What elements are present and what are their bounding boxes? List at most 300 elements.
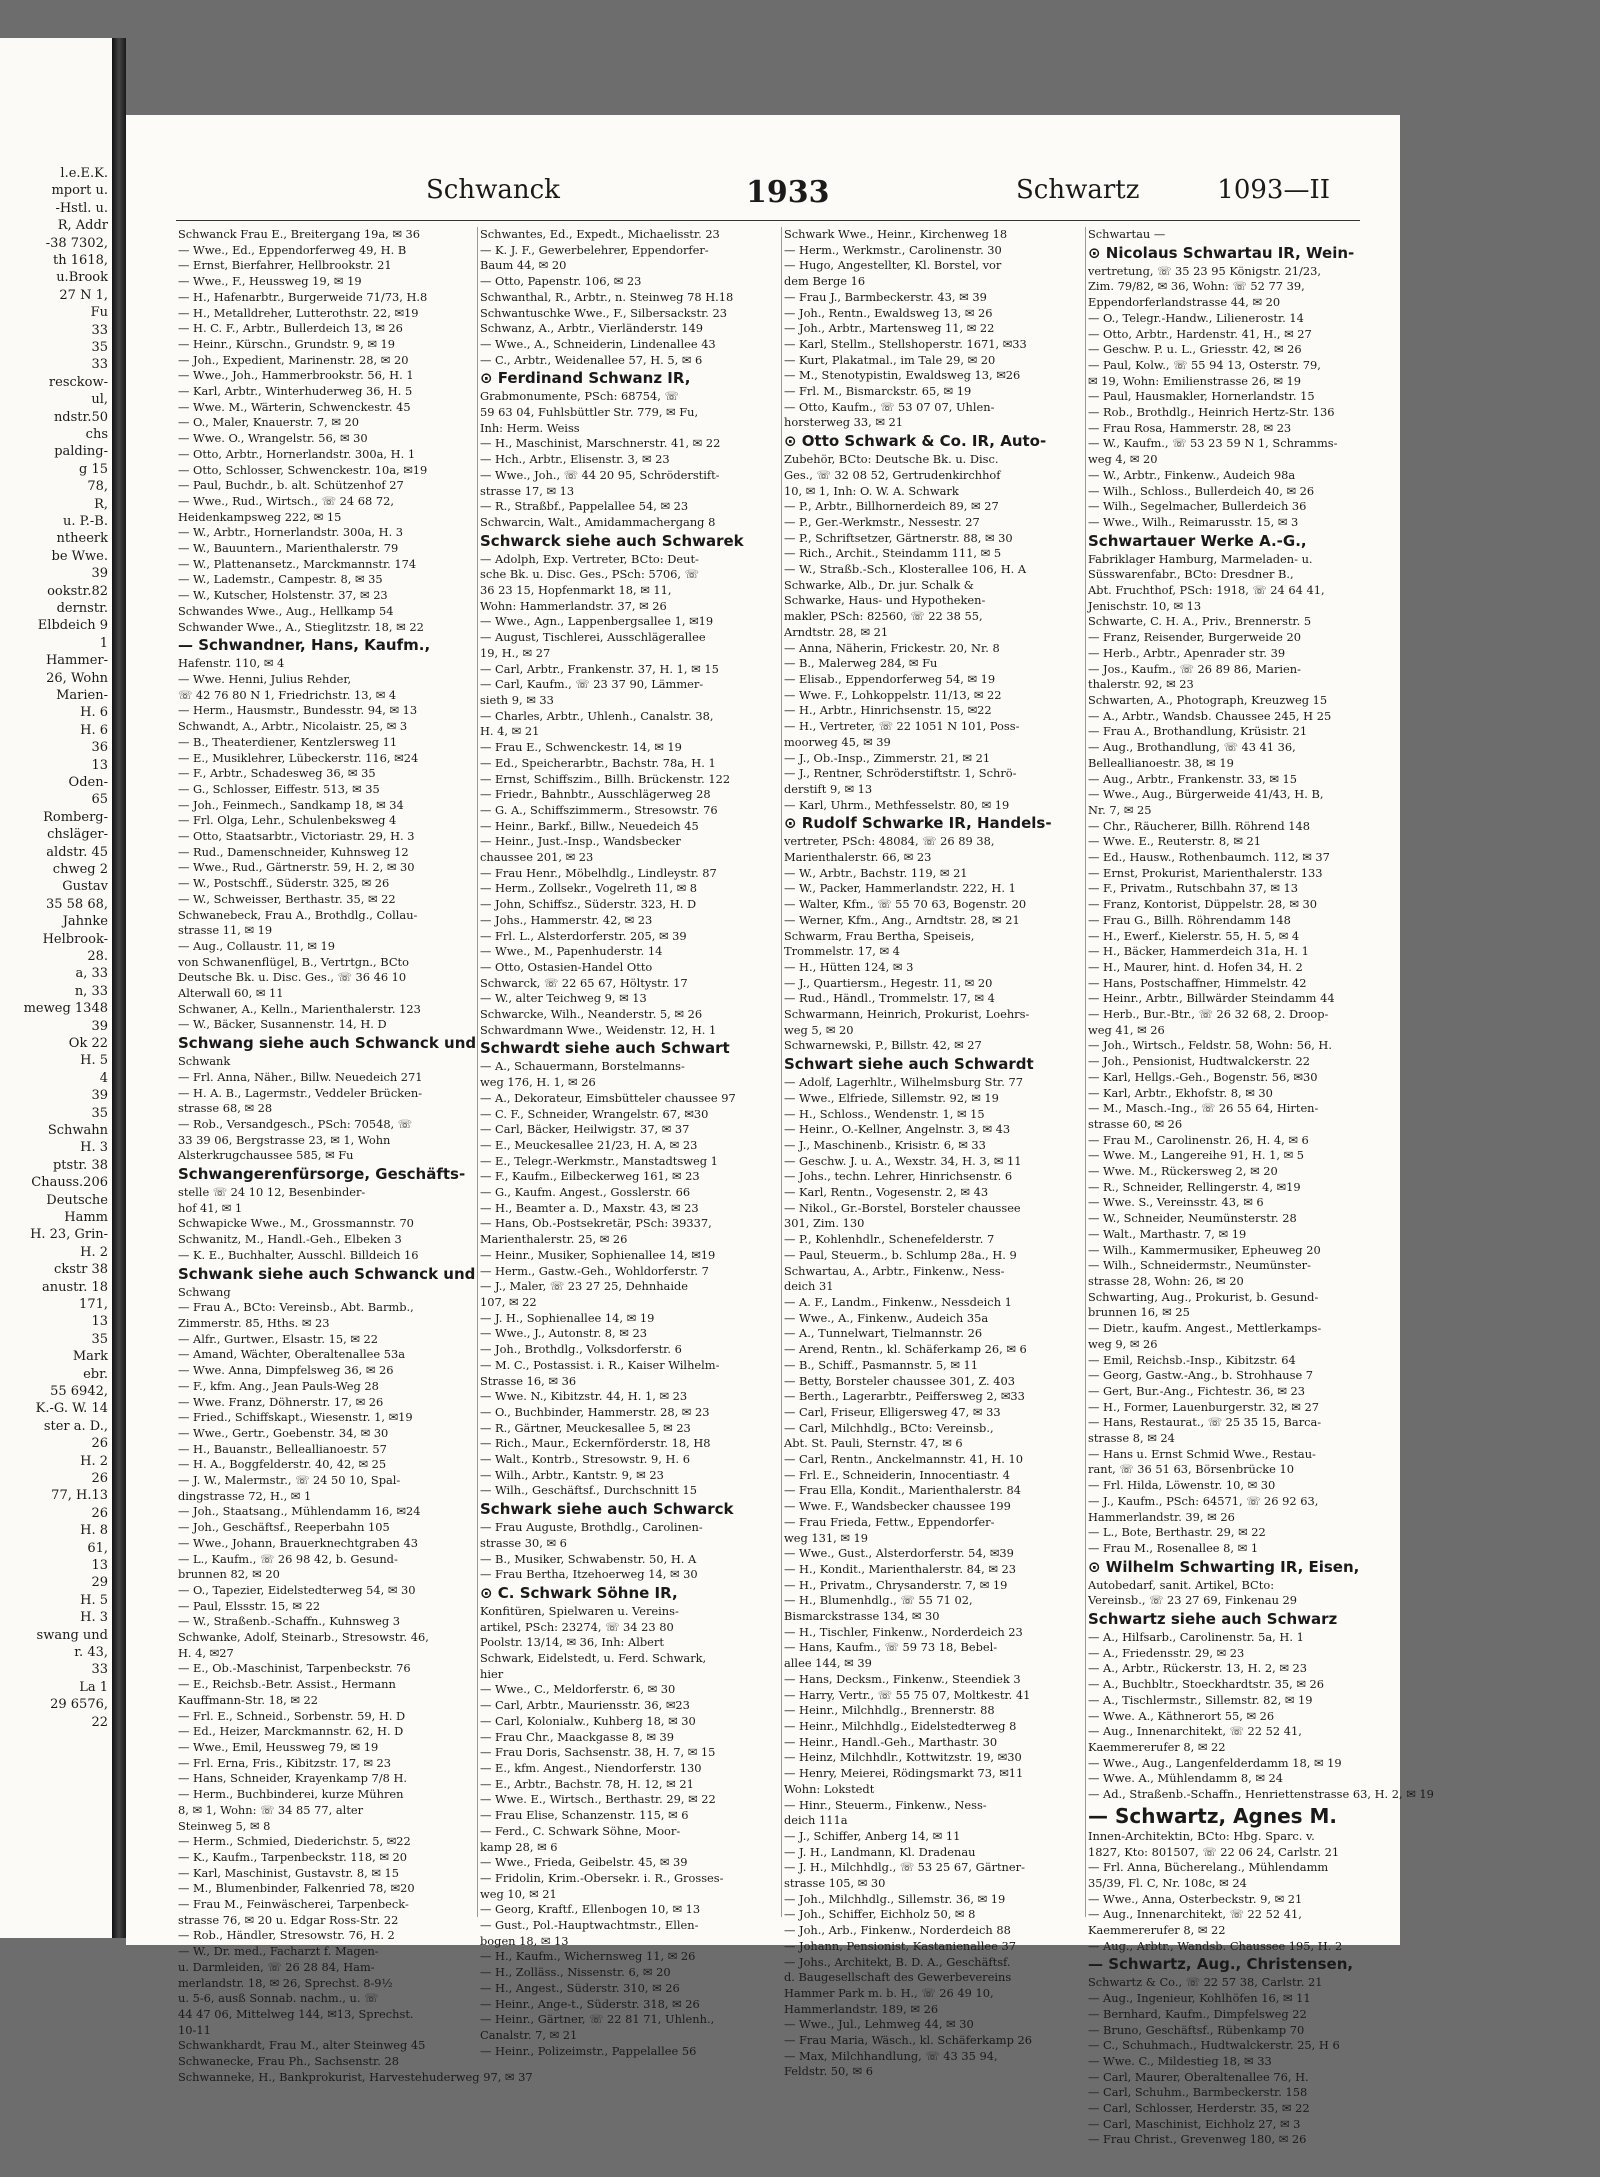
directory-entry: — Hans u. Ernst Schmid Wwe., Restau-	[1088, 1446, 1316, 1461]
spine-text-fragment: ckstr 38	[54, 1262, 108, 1278]
directory-entry: — W., Dr. med., Facharzt f. Magen-	[178, 1944, 379, 1959]
directory-entry: — Wwe., J., Autonstr. 8, ✉ 23	[480, 1326, 647, 1341]
directory-entry: — Aug., Arbtr., Wandsb. Chaussee 195, H. 2	[1088, 1938, 1343, 1953]
directory-entry: — Frau J., Barmbeckerstr. 43, ✉ 39	[784, 289, 987, 304]
directory-entry: — W., Schweisser, Berthastr. 35, ✉ 22	[178, 891, 396, 906]
directory-entry: Bismarckstrasse 134, ✉ 30	[784, 1609, 940, 1624]
directory-entry: ✉ 19, Wohn: Emilienstrasse 26, ✉ 19	[1088, 373, 1302, 388]
directory-entry: 8, ✉ 1, Wohn: ☏ 34 85 77, alter	[178, 1802, 364, 1817]
directory-entry: hof 41, ✉ 1	[178, 1200, 243, 1215]
directory-entry: — K. E., Buchhalter, Ausschl. Billdeich 16	[178, 1247, 419, 1262]
directory-entry: — Aug., Arbtr., Frankenstr. 33, ✉ 15	[1088, 771, 1298, 786]
directory-entry: — Wwe., Jul., Lehmweg 44, ✉ 30	[784, 2017, 974, 2032]
directory-entry: — Frau M., Feinwäscherei, Tarpenbeck-	[178, 1897, 409, 1912]
directory-entry: — A. F., Landm., Finkenw., Nessdeich 1	[784, 1295, 1012, 1309]
directory-entry: Schwarting, Aug., Prokurist, b. Gesund-	[1088, 1289, 1319, 1304]
directory-entry: Poolstr. 13/14, ✉ 36, Inh: Albert	[480, 1635, 664, 1650]
spine-text-fragment: 39	[91, 1018, 108, 1034]
directory-entry: — Geschw. P. u. L., Griesstr. 42, ✉ 26	[1088, 342, 1302, 357]
spine-text-fragment: Fu	[90, 305, 108, 321]
directory-entry: — Frau Frieda, Fettw., Eppendorfer-	[784, 1514, 995, 1529]
directory-entry: — Joh., Arbtr., Martensweg 11, ✉ 22	[784, 321, 995, 336]
directory-entry: Schwandt, A., Arbtr., Nicolaistr. 25, ✉ 3	[178, 719, 408, 734]
directory-entry: — Wilh., Segelmacher, Bullerdeich 36	[1088, 499, 1307, 514]
directory-entry: — Otto, Staatsarbtr., Victoriastr. 29, H. 3	[178, 829, 415, 844]
directory-entry: — Wwe., Gertr., Goebenstr. 34, ✉ 30	[178, 1425, 389, 1440]
directory-entry: — Frau E., Schwenckestr. 14, ✉ 19	[480, 740, 682, 755]
directory-entry: — Carl, Arbtr., Frankenstr. 37, H. 1, ✉ 15	[480, 661, 719, 676]
directory-entry: — W., Bauuntern., Marienthalerstr. 79	[178, 541, 399, 556]
spine-text-fragment: H. 5	[80, 1053, 108, 1069]
directory-entry: — E., Musiklehrer, Lübeckerstr. 116, ✉24	[178, 750, 419, 765]
spine-text-fragment: swang und	[36, 1627, 108, 1643]
directory-entry: — Aug., Ingenieur, Kohlhöfen 16, ✉ 11	[1088, 1991, 1311, 2006]
spine-text-fragment: g 15	[79, 461, 108, 477]
directory-entry: Strasse 16, ✉ 36	[480, 1373, 577, 1388]
directory-entry: — Wwe. E., Reuterstr. 8, ✉ 21	[1088, 834, 1262, 849]
directory-entry: — Wwe., Aug., Langenfelderdamm 18, ✉ 19	[1088, 1755, 1342, 1770]
spine-text-fragment: Elbdeich 9	[37, 618, 108, 634]
directory-entry: — Frau G., Billh. Röhrendamm 148	[1088, 912, 1291, 927]
column-divider	[781, 227, 782, 1917]
directory-entry: rant, ☏ 36 51 63, Börsenbrücke 10	[1088, 1462, 1295, 1477]
spine-text-fragment: H. 2	[80, 1244, 108, 1260]
directory-entry: — M. C., Postassist. i. R., Kaiser Wilhelm-	[480, 1357, 720, 1372]
directory-entry: Schwanke, Adolf, Steinarb., Stresowstr. 46,	[178, 1630, 429, 1645]
spine-text-fragment: 171,	[79, 1297, 108, 1312]
directory-entry: — Joh., Feinmech., Sandkamp 18, ✉ 34	[178, 797, 404, 812]
directory-entry: — Ed., Speicherarbtr., Bachstr. 78a, H. 1	[480, 755, 716, 770]
spine-text-fragment: 4	[99, 1070, 108, 1086]
spine-text-fragment: R, Addr	[57, 218, 108, 234]
directory-entry: — H. A. B., Lagermstr., Veddeler Brücken-	[178, 1085, 423, 1100]
directory-entry: — Wilh., Geschäftsf., Durchschnitt 15	[480, 1483, 697, 1498]
directory-entry: — Carl, Milchhdlg., BCto: Vereinsb.,	[784, 1420, 994, 1435]
spine-text-fragment: 35 58 68,	[45, 896, 108, 912]
directory-entry: — Frau Bertha, Itzehoerweg 14, ✉ 30	[480, 1567, 698, 1582]
directory-entry: — E., Telegr.-Werkmstr., Manstadtsweg 1	[480, 1153, 718, 1168]
spine-text-fragment: 28.	[87, 949, 108, 964]
directory-entry: — M., Stenotypistin, Ewaldsweg 13, ✉26	[784, 368, 1021, 383]
directory-entry: — H., Zolläss., Nissenstr. 6, ✉ 20	[480, 1965, 671, 1980]
directory-entry: — Wwe. M., Rückersweg 2, ✉ 20	[1088, 1164, 1278, 1179]
spine-text-fragment: H. 8	[80, 1523, 108, 1539]
column-divider	[1085, 227, 1086, 1917]
directory-entry: strasse 60, ✉ 26	[1088, 1116, 1183, 1131]
directory-entry: Inh: Herm. Weiss	[480, 420, 580, 435]
directory-entry: — O., Buchbinder, Hammerstr. 28, ✉ 23	[480, 1404, 710, 1419]
directory-entry: — Geschw. J. u. A., Wexstr. 34, H. 3, ✉ 11	[784, 1153, 1022, 1168]
directory-entry: — Karl, Arbtr., Winterhuderweg 36, H. 5	[178, 384, 413, 399]
directory-entry: chaussee 201, ✉ 23	[480, 850, 594, 865]
spine-text-fragment: Hamm	[64, 1210, 108, 1225]
directory-entry: — Frl. Olga, Lehr., Schulenbeksweg 4	[178, 813, 397, 828]
directory-entry: artikel, PSch: 23274, ☏ 34 23 80	[480, 1619, 674, 1634]
directory-entry: Steinweg 5, ✉ 8	[178, 1818, 271, 1833]
directory-entry: — W., Schneider, Neumünsterstr. 28	[1088, 1211, 1297, 1226]
directory-entry: Schwanthal, R., Arbtr., n. Steinweg 78 H.18	[480, 289, 734, 304]
directory-entry: — W., Plattenansetz., Marckmannstr. 174	[178, 556, 417, 571]
directory-entry: — Berth., Lagerarbtr., Peiffersweg 2, ✉33	[784, 1389, 1025, 1404]
directory-entry: — A., Dekorateur, Eimsbütteler chaussee 97	[480, 1090, 736, 1105]
directory-entry: — M., Blumenbinder, Falkenried 78, ✉20	[178, 1881, 415, 1896]
directory-entry: Schwarte, C. H. A., Priv., Brennerstr. 5	[1088, 614, 1312, 629]
directory-entry: — Frau Doris, Sachsenstr. 38, H. 7, ✉ 15	[480, 1745, 716, 1760]
directory-entry: — Wwe. Henni, Julius Rehder,	[178, 671, 352, 686]
directory-entry: — Franz, Kontorist, Düppelstr. 28, ✉ 30	[1088, 897, 1318, 912]
directory-entry: — J. H., Milchhdlg., ☏ 53 25 67, Gärtner-	[784, 1860, 1025, 1875]
directory-entry: — Frl. E., Schneid., Sorbenstr. 59, H. D	[178, 1708, 406, 1723]
directory-entry: strasse 76, ✉ 20 u. Edgar Ross-Str. 22	[178, 1912, 399, 1927]
directory-entry: — Ferd., C. Schwark Söhne, Moor-	[480, 1823, 681, 1838]
directory-entry: — H., Hafenarbtr., Burgerweide 71/73, H.8	[178, 289, 428, 304]
directory-entry: weg 9, ✉ 26	[1088, 1336, 1158, 1351]
header-rule	[176, 220, 1360, 221]
spine-text-fragment: dernstr.	[56, 601, 108, 616]
directory-entry: — H., Blumenhdlg., ☏ 55 71 02,	[784, 1593, 973, 1608]
directory-entry: stelle ☏ 24 10 12, Besenbinder-	[178, 1185, 366, 1200]
directory-entry: Schwantuschke Wwe., F., Silbersackstr. 23	[480, 305, 728, 320]
directory-entry: — Hinr., Steuerm., Finkenw., Ness-	[784, 1797, 987, 1812]
directory-entry: — Betty, Borsteler chaussee 301, Z. 403	[784, 1373, 1016, 1388]
spine-text-fragment: th 1618,	[53, 253, 108, 268]
directory-entry: Schwartz & Co., ☏ 22 57 38, Carlstr. 21	[1088, 1975, 1323, 1990]
directory-entry: strasse 8, ✉ 24	[1088, 1431, 1175, 1446]
directory-entry: 107, ✉ 22	[480, 1295, 537, 1309]
directory-entry: Schwartau —	[1088, 227, 1166, 241]
directory-entry: — Nikol., Gr.-Borstel, Borsteler chaussee	[784, 1200, 1021, 1215]
directory-entry: — P., Arbtr., Billhornerdeich 89, ✉ 27	[784, 499, 999, 514]
directory-entry: — Heinr., O.-Kellner, Angelnstr. 3, ✉ 43	[784, 1122, 1011, 1137]
directory-entry: strasse 68, ✉ 28	[178, 1101, 273, 1116]
directory-entry: — C., Schuhmach., Hudtwalckerstr. 25, H 6	[1088, 2038, 1340, 2053]
directory-entry: — Frau Chr., Maackgasse 8, ✉ 39	[480, 1729, 675, 1744]
directory-entry: Feldstr. 50, ✉ 6	[784, 2064, 873, 2079]
directory-entry: Schwartauer Werke A.-G.,	[1088, 531, 1307, 550]
spine-text-fragment: mport u.	[51, 183, 108, 199]
directory-entry: — Joh., Expedient, Marinenstr. 28, ✉ 20	[178, 352, 409, 367]
directory-entry: — Heinr., Milchhdlg., Brennerstr. 88	[784, 1703, 995, 1718]
directory-entry: — Ed., Heizer, Marckmannstr. 62, H. D	[178, 1724, 404, 1739]
directory-entry: Schwart siehe auch Schwardt	[784, 1055, 1034, 1074]
directory-entry: — Aug., Innenarchitekt, ☏ 22 52 41,	[1088, 1907, 1302, 1922]
directory-entry: — Wwe. A., Mühlendamm 8, ✉ 24	[1088, 1771, 1284, 1786]
directory-entry: — Wilh., Schneidermstr., Neumünster-	[1088, 1258, 1311, 1273]
column-divider	[477, 227, 478, 1917]
directory-entry: Schwanitz, M., Handl.-Geh., Elbeken 3	[178, 1232, 402, 1247]
directory-entry: — R., Schneider, Rellingerstr. 4, ✉19	[1088, 1179, 1301, 1194]
spine-text-fragment: Gustav	[62, 879, 108, 895]
directory-entry: — W., alter Teichweg 9, ✉ 13	[480, 991, 647, 1006]
spine-text-fragment: 61,	[87, 1540, 108, 1556]
directory-entry: — Franz, Reisender, Burgerweide 20	[1088, 630, 1301, 645]
directory-entry: Hammerlandstr. 189, ✉ 26	[784, 2001, 939, 2016]
page-header	[126, 175, 1400, 215]
directory-entry: — Frl. Anna, Näher., Billw. Neuedeich 271	[178, 1069, 423, 1084]
directory-entry: — H. C. F., Arbtr., Bullerdeich 13, ✉ 26	[178, 321, 403, 336]
directory-entry: Deutsche Bk. u. Disc. Ges., ☏ 36 46 10	[178, 970, 407, 985]
directory-entry: Kaemmererufer 8, ✉ 22	[1088, 1739, 1226, 1754]
directory-entry: u. 5-6, ausß Sonnab. nachm., u. ☏	[178, 1991, 379, 2006]
spine-text-fragment: u.Brook	[56, 270, 108, 286]
directory-entry: — Friedr., Bahnbtr., Ausschlägerweg 28	[480, 787, 711, 802]
spine-text-fragment: a, 33	[75, 966, 108, 982]
directory-entry: — Harry, Vertr., ☏ 55 75 07, Moltkestr. 41	[784, 1687, 1031, 1702]
directory-entry: — Aug., Brothandlung, ☏ 43 41 36,	[1088, 740, 1296, 755]
spine-text-fragment: R,	[94, 496, 108, 512]
directory-entry: vertretung, ☏ 35 23 95 Königstr. 21/23,	[1088, 263, 1322, 278]
directory-entry: — Heinr., Ange-t., Süderstr. 318, ✉ 26	[480, 1996, 700, 2011]
directory-entry: — Otto, Schlosser, Schwenckestr. 10a, ✉19	[178, 462, 428, 477]
directory-entry: — Wwe., Agn., Lappenbergsallee 1, ✉19	[480, 614, 714, 629]
directory-entry: — Georg, Kraftf., Ellenbogen 10, ✉ 13	[480, 1902, 701, 1917]
directory-entry: weg 41, ✉ 26	[1088, 1022, 1165, 1037]
directory-entry: Schwarck siehe auch Schwarek	[480, 531, 744, 550]
spine-text-fragment: 13	[91, 1558, 108, 1573]
directory-entry: — W., Postschff., Süderstr. 325, ✉ 26	[178, 876, 390, 891]
column-3	[784, 227, 1082, 2079]
directory-entry: — Rob., Brothdlg., Heinrich Hertz-Str. 136	[1088, 405, 1335, 420]
spine-text-fragment: chs	[85, 427, 108, 442]
spine-text-fragment: anustr. 18	[42, 1279, 108, 1295]
directory-entry: Schwanneke, H., Bankprokurist, Harvestehuderweg 97, ✉ 37	[178, 2069, 533, 2084]
directory-entry: — Aug., Collaustr. 11, ✉ 19	[178, 938, 335, 953]
directory-entry: — Otto, Kaufm., ☏ 53 07 07, Uhlen-	[784, 399, 995, 414]
directory-entry: — F., Privatm., Rutschbahn 37, ✉ 13	[1088, 881, 1299, 896]
directory-entry: — Frl. E., Schneiderin, Innocentiastr. 4	[784, 1467, 1010, 1482]
spine-text-fragment: be Wwe.	[51, 548, 108, 564]
directory-entry: — Gert, Bur.-Ang., Fichtestr. 36, ✉ 23	[1088, 1383, 1306, 1398]
directory-entry: — H., Beamter a. D., Maxstr. 43, ✉ 23	[480, 1200, 699, 1215]
directory-entry: — Karl, Maschinist, Gustavstr. 8, ✉ 15	[178, 1865, 400, 1880]
directory-entry: — H., Ewerf., Kielerstr. 55, H. 5, ✉ 4	[1088, 928, 1300, 943]
adjacent-page-spine	[0, 38, 112, 1938]
directory-entry: — John, Schiffsz., Süderstr. 323, H. D	[480, 897, 697, 912]
directory-entry: von Schwanenflügel, B., Vertrtgn., BCto	[178, 954, 409, 969]
directory-entry: — Paul, Elssstr. 15, ✉ 22	[178, 1598, 321, 1613]
directory-entry: — P., Ger.-Werkmstr., Nessestr. 27	[784, 514, 980, 529]
directory-entry: — Wwe. S., Vereinsstr. 43, ✉ 6	[1088, 1195, 1264, 1210]
spine-text-fragment: Schwahn	[47, 1123, 108, 1138]
directory-entry: — W., Kaufm., ☏ 53 23 59 N 1, Schramms-	[1088, 436, 1338, 451]
spine-text-fragment: 36	[91, 740, 108, 756]
header-right-word: Schwartz	[1016, 175, 1140, 205]
spine-text-fragment: 22	[91, 1714, 108, 1730]
directory-entry: strasse 11, ✉ 19	[178, 923, 273, 938]
directory-entry: — Joh., Brothdlg., Volksdorferstr. 6	[480, 1342, 682, 1357]
directory-entry: 33 39 06, Bergstrasse 23, ✉ 1, Wohn	[178, 1132, 391, 1147]
directory-entry: sche Bk. u. Disc. Ges., PSch: 5706, ☏	[480, 567, 699, 582]
directory-entry: — K. J. F., Gewerbelehrer, Eppendorfer-	[480, 242, 709, 257]
directory-entry: Schwark, Eidelstedt, u. Ferd. Schwark,	[480, 1651, 707, 1666]
directory-entry: strasse 30, ✉ 6	[480, 1535, 567, 1550]
spine-text-fragment: -38 7302,	[45, 235, 108, 251]
directory-entry: vertreter, PSch: 48084, ☏ 26 89 38,	[784, 834, 995, 849]
directory-entry: ⊙ Otto Schwark & Co. IR, Auto-	[784, 432, 1047, 451]
directory-entry: — Frl. Anna, Bücherelang., Mühlendamm	[1088, 1860, 1329, 1875]
directory-entry: — Wwe. O., Wrangelstr. 56, ✉ 30	[178, 431, 368, 446]
directory-entry: Schwarmann, Heinrich, Prokurist, Loehrs-	[784, 1007, 1030, 1022]
directory-entry: Hammer Park m. b. H., ☏ 26 49 10,	[784, 1985, 994, 2000]
directory-entry: — Johann, Pensionist, Kastanienallee 37	[784, 1938, 1016, 1953]
directory-entry: — B., Musiker, Schwabenstr. 50, H. A	[480, 1551, 697, 1566]
directory-entry: — Joh., Wirtsch., Feldstr. 58, Wohn: 56, H.	[1088, 1038, 1332, 1053]
directory-entry: — W., Arbtr., Bachstr. 119, ✉ 21	[784, 865, 968, 880]
spine-text-fragment: 13	[91, 1314, 108, 1330]
directory-entry: — H., Maurer, hint. d. Hofen 34, H. 2	[1088, 959, 1303, 974]
directory-entry: Abt. St. Pauli, Sternstr. 47, ✉ 6	[784, 1436, 963, 1451]
directory-entry: hier	[480, 1666, 504, 1681]
directory-entry: Schwandes Wwe., Aug., Hellkamp 54	[178, 603, 394, 618]
directory-entry: — Herb., Bur.-Btr., ☏ 26 32 68, 2. Droop-	[1088, 1007, 1329, 1022]
directory-entry: Schwardmann Wwe., Weidenstr. 12, H. 1	[480, 1022, 717, 1037]
directory-entry: — Wwe., Aug., Bürgerweide 41/43, H. B,	[1088, 787, 1324, 802]
directory-entry: — Frau Auguste, Brothdlg., Carolinen-	[480, 1520, 703, 1535]
spine-text-fragment: La 1	[79, 1679, 108, 1695]
directory-entry: Zubehör, BCto: Deutsche Bk. u. Disc.	[784, 452, 999, 467]
directory-entry: — F., Kaufm., Eilbeckerweg 161, ✉ 23	[480, 1169, 700, 1184]
directory-entry: — H., Hütten 124, ✉ 3	[784, 959, 914, 974]
directory-entry: — Heinr., Arbtr., Billwärder Steindamm 44	[1088, 991, 1335, 1006]
directory-entry: — Hans, Decksm., Finkenw., Steendiek 3	[784, 1671, 1021, 1686]
directory-entry: — Ernst, Prokurist, Marienthalerstr. 133	[1088, 865, 1323, 880]
directory-entry: — W., Packer, Hammerlandstr. 222, H. 1	[784, 881, 1016, 896]
directory-entry: — Wwe., Rud., Wirtsch., ☏ 24 68 72,	[178, 493, 394, 508]
directory-entry: — Hans, Schneider, Krayenkamp 7/8 H.	[178, 1771, 408, 1786]
directory-entry: 59 63 04, Fuhlsbüttler Str. 779, ✉ Fu,	[480, 405, 699, 420]
directory-entry: 19, H., ✉ 27	[480, 645, 551, 660]
directory-entry: — Heinr., Musiker, Sophienallee 14, ✉19	[480, 1247, 716, 1262]
directory-entry: Zimmerstr. 85, Hths. ✉ 23	[178, 1316, 330, 1330]
spine-text-fragment: 35	[91, 340, 108, 355]
directory-entry: allee 144, ✉ 39	[784, 1656, 872, 1671]
directory-entry: — G., Kaufm. Angest., Gosslerstr. 66	[480, 1185, 691, 1200]
directory-entry: — Hch., Arbtr., Elisenstr. 3, ✉ 23	[480, 452, 670, 467]
directory-entry: — B., Malerweg 284, ✉ Fu	[784, 656, 938, 671]
directory-entry: — Paul, Kolw., ☏ 55 94 13, Osterstr. 79,	[1088, 357, 1321, 372]
directory-entry: — Frau Elise, Schanzenstr. 115, ✉ 6	[480, 1808, 689, 1823]
directory-entry: Schwartau, A., Arbtr., Finkenw., Ness-	[784, 1263, 1005, 1278]
directory-entry: strasse 28, Wohn: 26, ✉ 20	[1088, 1274, 1244, 1288]
spine-text-fragment: ookstr.82	[47, 583, 108, 599]
directory-entry: 1827, Kto: 801507, ☏ 22 06 24, Carlstr. 21	[1088, 1844, 1340, 1859]
directory-entry: 36 23 15, Hopfenmarkt 18, ✉ 11,	[480, 583, 672, 598]
directory-entry: — R., Straßbf., Pappelallee 54, ✉ 23	[480, 499, 689, 514]
directory-entry: — W., Arbtr., Finkenw., Audeich 98a	[1088, 467, 1296, 482]
book-gutter	[112, 38, 126, 1938]
directory-entry: — Frau Henr., Möbelhdlg., Lindleystr. 87	[480, 865, 717, 880]
directory-entry: — Carl, Maschinist, Eichholz 27, ✉ 3	[1088, 2116, 1301, 2131]
directory-entry: Schwarcin, Walt., Amidammachergang 8	[480, 514, 716, 529]
directory-entry: Alsterkrugchaussee 585, ✉ Fu	[178, 1148, 354, 1163]
directory-entry: — Paul, Buchdr., b. alt. Schützenhof 27	[178, 478, 404, 493]
directory-entry: — Wilh., Schloss., Bullerdeich 40, ✉ 26	[1088, 483, 1315, 498]
directory-entry: horsterweg 33, ✉ 21	[784, 415, 904, 430]
directory-entry: — Wwe. C., Mildestieg 18, ✉ 33	[1088, 2053, 1272, 2068]
directory-entry: — Wwe. E., Wirtsch., Berthastr. 29, ✉ 22	[480, 1792, 716, 1807]
directory-entry: — H. A., Boggfelderstr. 40, 42, ✉ 25	[178, 1457, 387, 1472]
directory-entry: deich 31	[784, 1279, 834, 1294]
spine-text-fragment: 39	[91, 566, 108, 582]
directory-entry: — Wwe. M., Langereihe 91, H. 1, ✉ 5	[1088, 1148, 1305, 1163]
spine-text-fragment: Mark	[72, 1349, 108, 1365]
spine-text-fragment: meweg 1348	[23, 1001, 108, 1017]
directory-entry: — C., Arbtr., Weidenallee 57, H. 5, ✉ 6	[480, 352, 703, 367]
directory-entry: — Ad., Straßenb.-Schaffn., Henriettenstrasse 63, H. 2, ✉ 19	[1088, 1787, 1434, 1802]
directory-entry: Autobedarf, sanit. Artikel, BCto:	[1088, 1577, 1275, 1592]
directory-entry: — Wwe., Rud., Gärtnerstr. 59, H. 2, ✉ 30	[178, 860, 415, 875]
spine-text-fragment: H. 23, Grin-	[30, 1227, 108, 1243]
directory-entry: — Heinr., Milchhdlg., Eidelstedterweg 8	[784, 1718, 1017, 1733]
spine-text-fragment: 29	[91, 1575, 108, 1591]
directory-entry: strasse 17, ✉ 13	[480, 483, 575, 498]
directory-entry: — A., Tunnelwart, Tielmannstr. 26	[784, 1326, 983, 1341]
directory-entry: — Karl, Uhrm., Methfesselstr. 80, ✉ 19	[784, 797, 1010, 812]
spine-text-fragment: ntheerk	[56, 531, 108, 547]
directory-entry: — Henry, Meierei, Rödingsmarkt 73, ✉11	[784, 1766, 1024, 1781]
directory-entry: — Dietr., kaufm. Angest., Mettlerkamps-	[1088, 1321, 1322, 1336]
directory-entry: — Frl. L., Alsterdorferstr. 205, ✉ 39	[480, 928, 687, 943]
directory-entry: dem Berge 16	[784, 274, 866, 289]
directory-entry: Marienthalerstr. 66, ✉ 23	[784, 850, 932, 865]
page-number: 1093—II	[1217, 175, 1330, 205]
directory-entry: — Frau Ella, Kondit., Marienthalerstr. 84	[784, 1483, 1022, 1498]
directory-entry: derstift 9, ✉ 13	[784, 781, 873, 796]
spine-text-fragment: ul,	[91, 392, 108, 408]
directory-entry: Schwankhardt, Frau M., alter Steinweg 45	[178, 2038, 426, 2053]
directory-entry: H. 4, ✉27	[178, 1645, 234, 1660]
directory-entry: — Frau M., Rosenallee 8, ✉ 1	[1088, 1540, 1259, 1555]
directory-entry: — H., Kondit., Marienthalerstr. 84, ✉ 23	[784, 1561, 1016, 1576]
spine-text-fragment: 26	[91, 1505, 108, 1521]
directory-entry: — Anna, Näherin, Frickestr. 20, Nr. 8	[784, 640, 1000, 655]
directory-entry: Schwanz, A., Arbtr., Vierländerstr. 149	[480, 321, 704, 336]
directory-entry: — Hans, Ob.-Postsekretär, PSch: 39337,	[480, 1216, 712, 1231]
directory-entry: — Herm., Gastw.-Geh., Wohldorferstr. 7	[480, 1263, 709, 1278]
directory-entry: Schwander Wwe., A., Stieglitzstr. 18, ✉ 22	[178, 619, 424, 634]
directory-entry: — Carl, Rentn., Anckelmannstr. 41, H. 10	[784, 1452, 1024, 1467]
directory-entry: Schwangerenfürsorge, Geschäfts-	[178, 1165, 466, 1184]
directory-entry: — Ernst, Schiffszim., Billh. Brückenstr. 122	[480, 771, 731, 786]
directory-entry: — Wwe., Joh., ☏ 44 20 95, Schröderstift-	[480, 467, 720, 482]
directory-entry: — P., Kohlenhdlr., Schenefelderstr. 7	[784, 1232, 995, 1247]
spine-text-fragment: H. 3	[80, 1610, 108, 1626]
spine-text-fragment: K.-G. W. 14	[35, 1401, 108, 1417]
directory-entry: — Wwe., A., Schneiderin, Lindenallee 43	[480, 336, 716, 351]
directory-entry: Schwark siehe auch Schwarck	[480, 1500, 734, 1519]
directory-entry: — Werner, Kfm., Ang., Arndtstr. 28, ✉ 21	[784, 912, 1020, 927]
directory-entry: Schwank	[178, 1054, 231, 1069]
directory-entry: — H., Kaufm., Wichernsweg 11, ✉ 26	[480, 1949, 696, 1964]
directory-entry: — W., Straßb.-Sch., Klosterallee 106, H. A	[784, 562, 1027, 577]
header-year: 1933	[746, 175, 830, 210]
directory-entry: — Otto, Papenstr. 106, ✉ 23	[480, 274, 642, 289]
directory-entry: — Wwe., Joh., Hammerbrookstr. 56, H. 1	[178, 368, 414, 383]
spine-text-fragment: Marien-	[56, 688, 108, 703]
directory-entry: — Carl, Arbtr., Mauriensstr. 36, ✉23	[480, 1698, 690, 1713]
spine-text-fragment: Jahnke	[62, 914, 108, 930]
directory-entry: Schwardt siehe auch Schwart	[480, 1039, 730, 1058]
spine-text-fragment: 77, H.13	[51, 1488, 108, 1504]
directory-entry: Marienthalerstr. 25, ✉ 26	[480, 1232, 628, 1247]
directory-entry: — Wwe., M., Papenhuderstr. 14	[480, 944, 663, 959]
spine-text-fragment: H. 2	[80, 1453, 108, 1469]
directory-entry: ⊙ Wilhelm Schwarting IR, Eisen,	[1088, 1557, 1360, 1576]
directory-entry: — Schwartz, Aug., Christensen,	[1088, 1955, 1354, 1974]
spine-text-fragment: 55 6942,	[50, 1384, 108, 1399]
directory-entry: — Karl, Hellgs.-Geh., Bogenstr. 56, ✉30	[1088, 1069, 1318, 1084]
directory-entry: Kauffmann-Str. 18, ✉ 22	[178, 1692, 319, 1707]
